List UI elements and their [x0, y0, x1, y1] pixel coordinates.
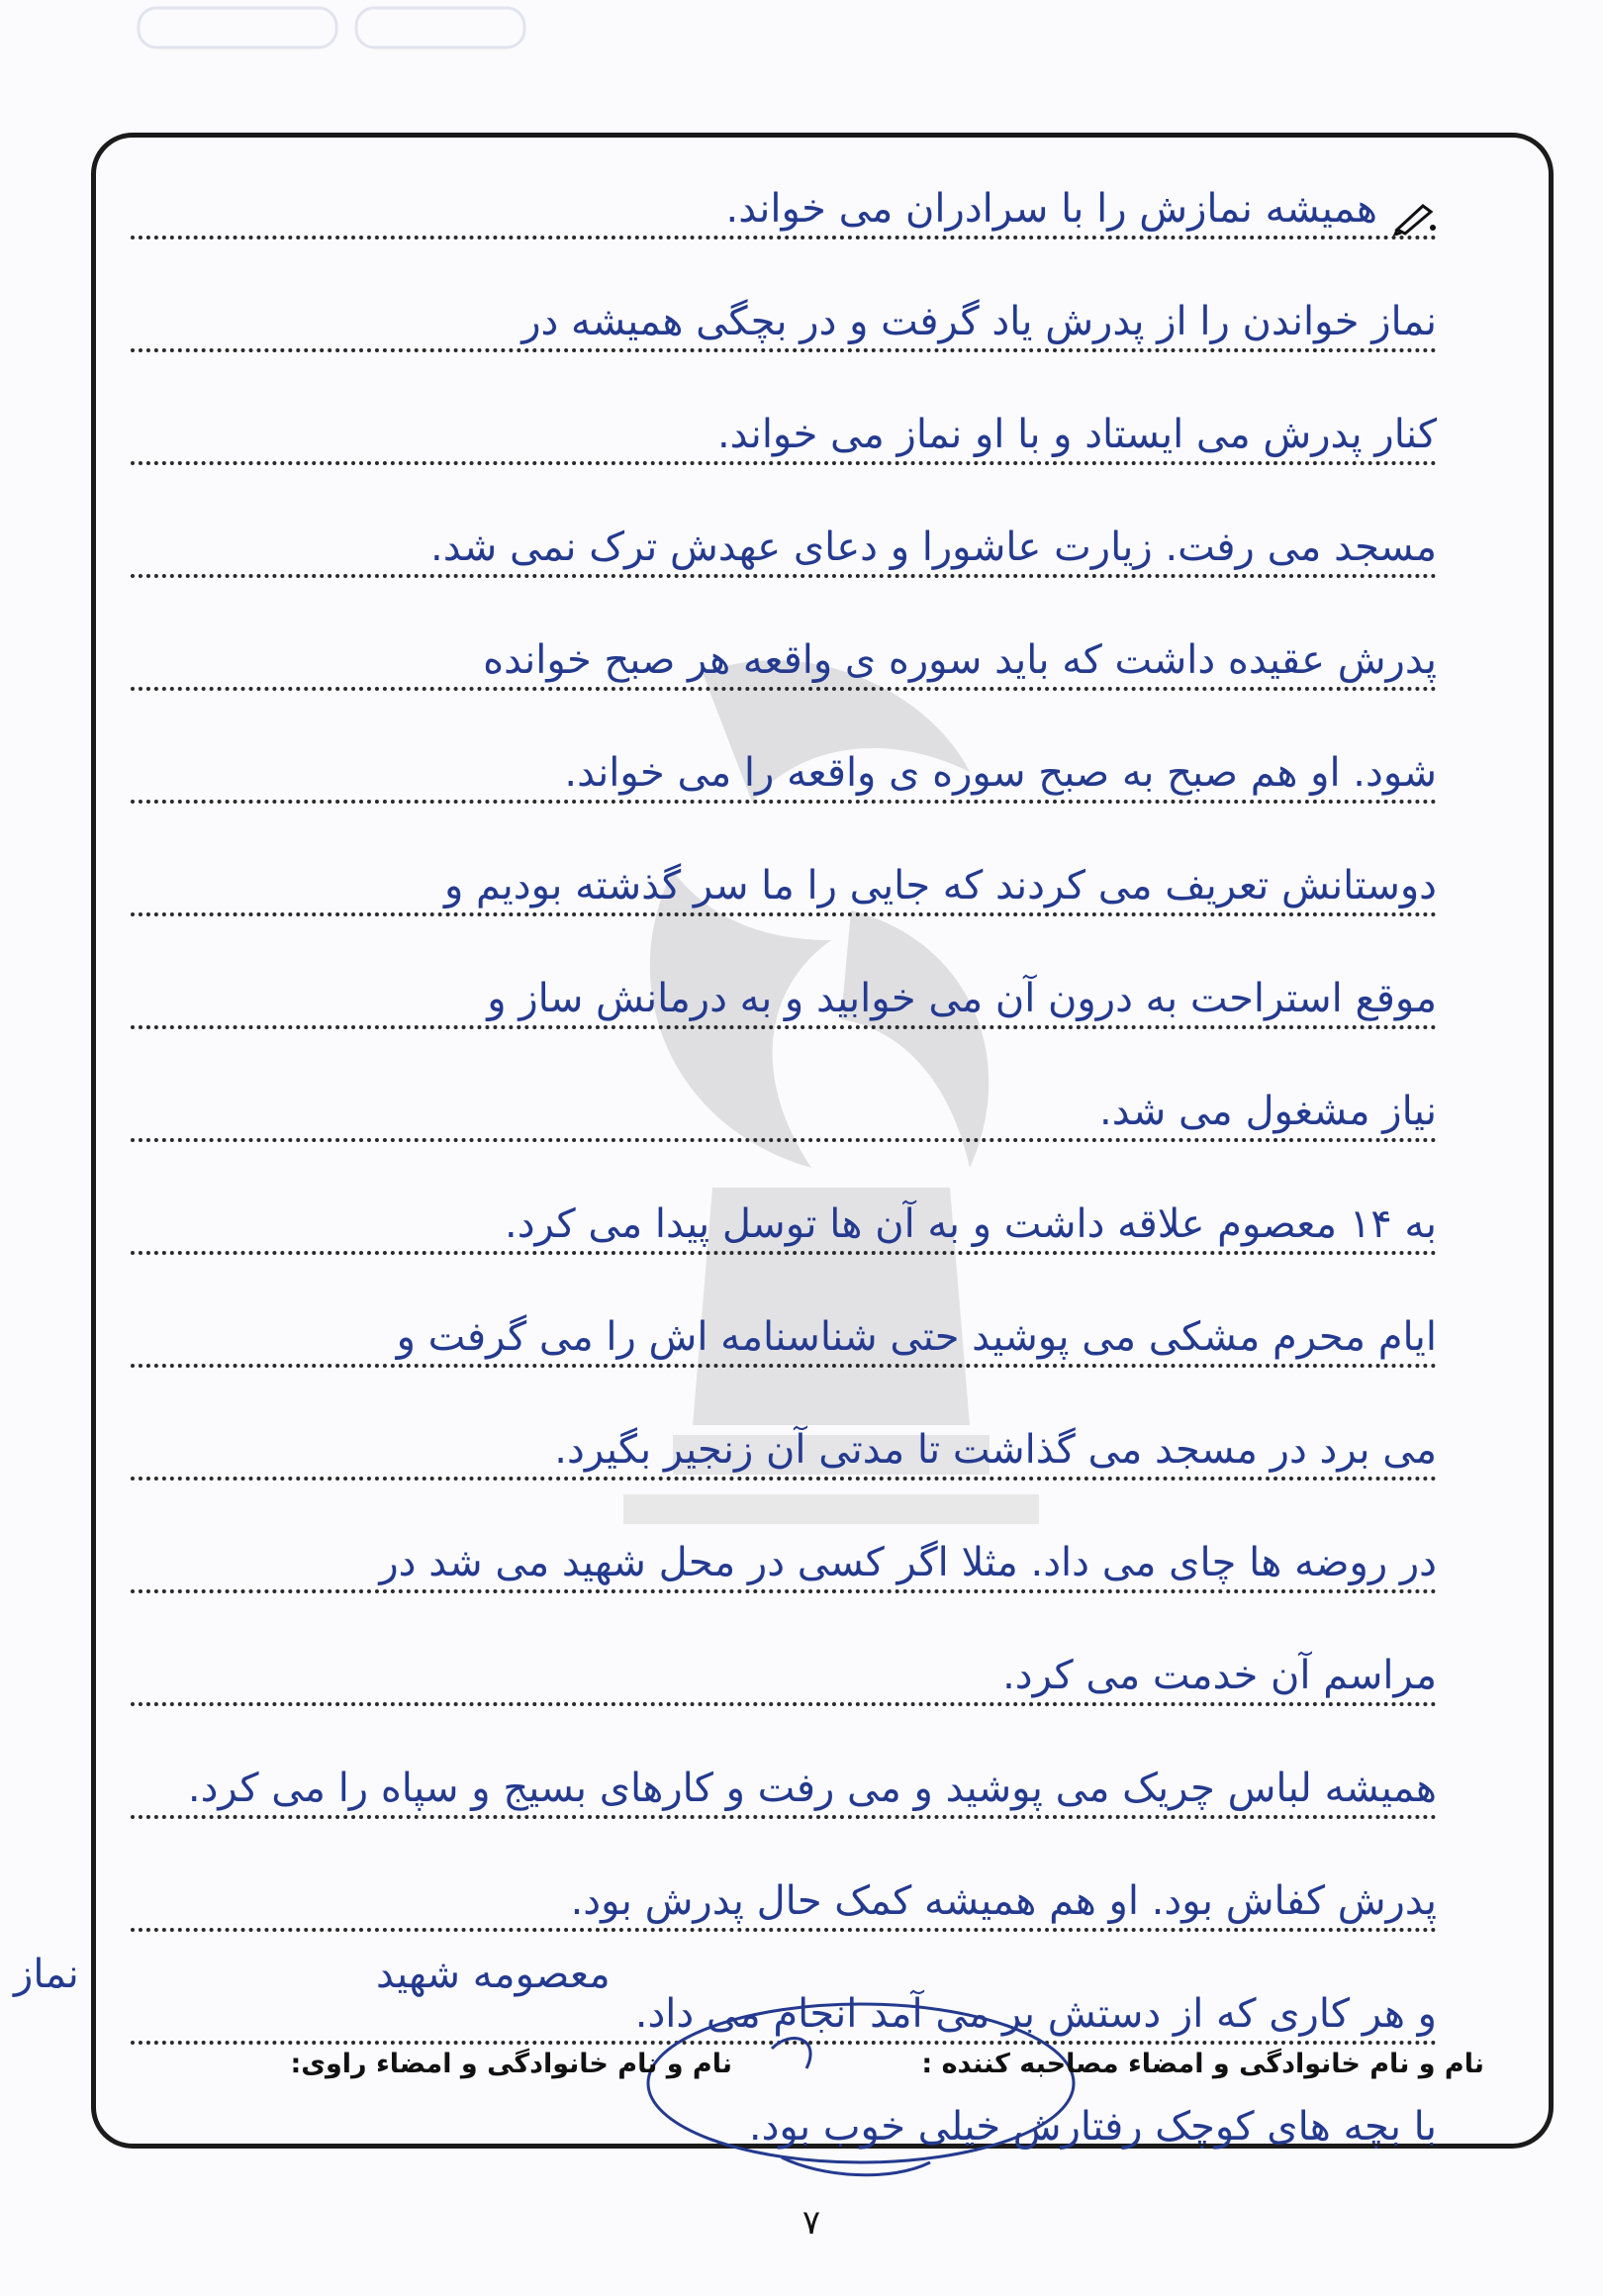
dotted-rule	[131, 574, 1437, 578]
line-2	[131, 261, 1437, 374]
dotted-rule	[131, 1477, 1437, 1481]
handwritten-text: می برد در مسجد می گذاشت تا مدتی آن زنجیر بگیرد.	[554, 1427, 1437, 1473]
dotted-rule	[131, 1251, 1437, 1255]
line-16	[131, 1841, 1437, 1954]
handwritten-text: در روضه ها چای می داد. مثلا اگر کسی در محل شهید می شد در	[379, 1540, 1437, 1585]
line-6	[131, 713, 1437, 825]
handwritten-text: مسجد می رفت. زیارت عاشورا و دعای عهدش ترک نمی شد.	[430, 525, 1437, 570]
line-14	[131, 1615, 1437, 1728]
line-8	[131, 938, 1437, 1051]
handwritten-text: با بچه های کوچک رفتارش خیلی خوب بود.	[748, 2104, 1437, 2150]
margin-note-left: نماز	[14, 1952, 79, 1997]
handwritten-text: ایام محرم مشکی می پوشید حتی شناسنامه اش را می گرفت و	[396, 1314, 1437, 1360]
line-9	[131, 1051, 1437, 1164]
header-stamp-faint	[129, 0, 544, 59]
handwritten-text: نماز خواندن را از پدرش یاد گرفت و در بچگی همیشه در	[521, 299, 1437, 344]
handwritten-text: همیشه لباس چریک می پوشید و می رفت و کارهای بسیج و سپاه را می کرد.	[187, 1766, 1437, 1811]
handwritten-text: همیشه نمازش را با سرادران می خواند.	[725, 186, 1377, 232]
handwritten-lines	[131, 148, 1437, 2179]
narrator-signature-label: نام و نام خانوادگی و امضاء راوی:	[290, 2049, 732, 2079]
dotted-rule	[131, 1138, 1437, 1142]
dotted-rule	[131, 1928, 1437, 1932]
dotted-rule	[131, 912, 1437, 916]
line-1	[131, 148, 1437, 261]
dotted-rule	[131, 800, 1437, 804]
dotted-rule	[131, 1702, 1437, 1706]
dotted-rule	[131, 1364, 1437, 1368]
handwritten-text: پدرش عقیده داشت که باید سوره ی واقعه هر صبح خوانده	[483, 637, 1437, 683]
handwritten-text: دوستانش تعریف می کردند که جایی را ما سر گذشته بودیم و	[443, 863, 1437, 909]
dotted-rule	[131, 236, 1437, 239]
handwritten-text: پدرش کفاش بود. او هم همیشه کمک حال پدرش بود.	[570, 1878, 1437, 1924]
handwritten-text: نیاز مشغول می شد.	[1099, 1089, 1437, 1134]
handwritten-text: مراسم آن خدمت می کرد.	[1002, 1653, 1437, 1698]
line-12	[131, 1389, 1437, 1502]
dotted-rule	[131, 1589, 1437, 1593]
signature-labels	[119, 2049, 1484, 2098]
line-15	[131, 1728, 1437, 1841]
line-11	[131, 1277, 1437, 1389]
handwritten-text: شود. او هم صبح به صبح سوره ی واقعه را می خواند.	[564, 750, 1437, 796]
line-13	[131, 1502, 1437, 1615]
line-10	[131, 1164, 1437, 1277]
line-5	[131, 600, 1437, 713]
line-7	[131, 825, 1437, 938]
line-3	[131, 374, 1437, 487]
dotted-rule	[131, 348, 1437, 352]
pen-icon	[1393, 200, 1437, 236]
handwritten-text: کنار پدرش می ایستاد و با او نماز می خواند.	[716, 412, 1437, 457]
interviewer-signature-label: نام و نام خانوادگی و امضاء مصاحبه کننده :	[921, 2049, 1484, 2079]
line-4	[131, 487, 1437, 600]
margin-note-signature: معصومه شهید	[376, 1952, 611, 1997]
page-number: ۷	[802, 2203, 821, 2243]
handwritten-text: و هر کاری که از دستش بر می آمد انجام می داد.	[634, 1991, 1437, 2037]
handwritten-text: به ۱۴ معصوم علاقه داشت و به آن ها توسل پیدا می کرد.	[505, 1201, 1437, 1247]
dotted-rule	[131, 687, 1437, 691]
dotted-rule	[131, 1815, 1437, 1819]
dotted-rule	[131, 461, 1437, 465]
dotted-rule	[131, 1025, 1437, 1029]
handwritten-text: موقع استراحت به درون آن می خوابید و به درمانش ساز و	[487, 976, 1437, 1021]
